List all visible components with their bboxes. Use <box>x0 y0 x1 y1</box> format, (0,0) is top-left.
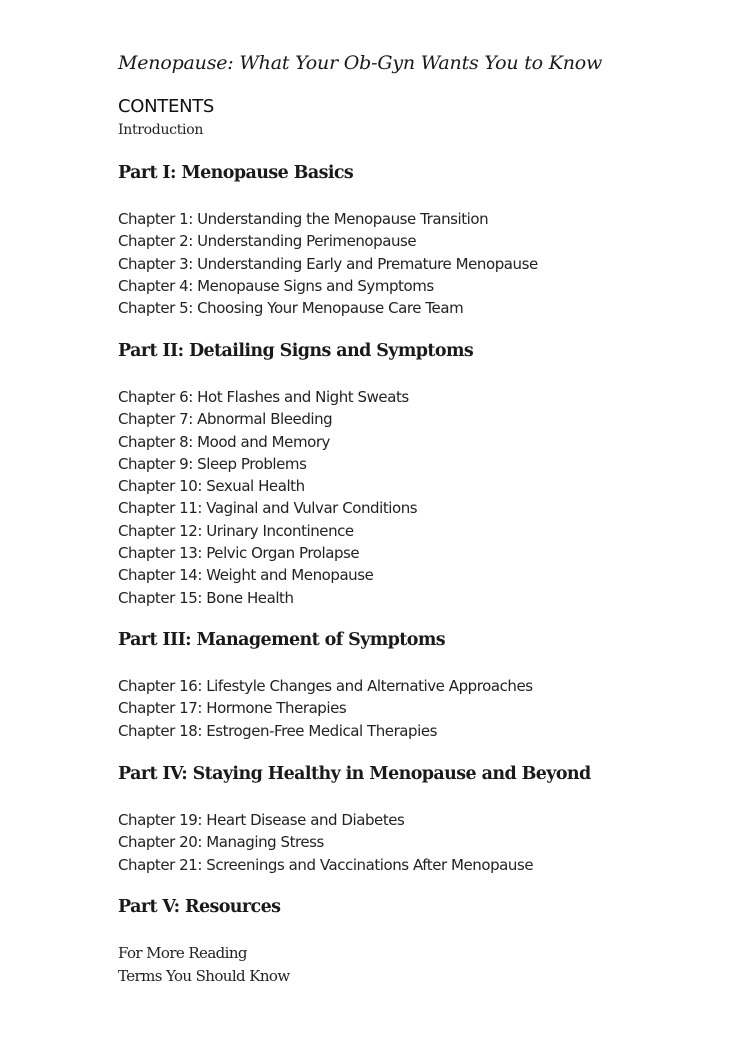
resource-entry: For More Reading <box>118 944 247 962</box>
chapter-entry: Chapter 12: Urinary Incontinence <box>118 521 354 540</box>
part-heading: Part III: Management of Symptoms <box>118 630 446 650</box>
chapter-entry: Chapter 3: Understanding Early and Premature Menopause <box>118 254 538 273</box>
chapter-entry: Chapter 15: Bone Health <box>118 588 294 607</box>
part-heading: Part V: Resources <box>118 897 281 917</box>
chapter-entry: Chapter 2: Understanding Perimenopause <box>118 232 417 251</box>
chapter-list <box>118 675 533 742</box>
part-heading: Part I: Menopause Basics <box>118 163 354 183</box>
part-heading: Part II: Detailing Signs and Symptoms <box>118 341 474 361</box>
chapter-list <box>118 208 538 319</box>
resource-entry: Terms You Should Know <box>118 966 290 985</box>
book-title: Menopause: What Your Ob-Gyn Wants You to Know <box>118 52 603 74</box>
chapter-entry: Chapter 16: Lifestyle Changes and Alternative Approaches <box>118 677 533 695</box>
chapter-entry: Chapter 19: Heart Disease and Diabetes <box>118 811 405 829</box>
chapter-entry: Chapter 10: Sexual Health <box>118 477 305 496</box>
chapter-entry: Chapter 5: Choosing Your Menopause Care Team <box>118 299 464 318</box>
contents-heading: CONTENTS <box>118 96 215 117</box>
chapter-list <box>118 809 533 876</box>
toc-entry-introduction: Introduction <box>118 122 204 138</box>
chapter-entry: Chapter 9: Sleep Problems <box>118 454 307 473</box>
chapter-entry: Chapter 14: Weight and Menopause <box>118 566 374 585</box>
chapter-entry: Chapter 8: Mood and Memory <box>118 432 330 451</box>
chapter-entry: Chapter 11: Vaginal and Vulvar Conditions <box>118 499 418 518</box>
chapter-entry: Chapter 6: Hot Flashes and Night Sweats <box>118 388 409 406</box>
chapter-list <box>118 386 417 609</box>
part-heading: Part IV: Staying Healthy in Menopause and Beyond <box>118 764 591 784</box>
chapter-entry: Chapter 4: Menopause Signs and Symptoms <box>118 276 434 295</box>
chapter-entry: Chapter 1: Understanding the Menopause Transition <box>118 210 489 228</box>
chapter-entry: Chapter 7: Abnormal Bleeding <box>118 410 333 429</box>
chapter-entry: Chapter 18: Estrogen-Free Medical Therapies <box>118 721 437 740</box>
chapter-entry: Chapter 21: Screenings and Vaccinations After Menopause <box>118 855 534 874</box>
resource-list <box>118 942 290 987</box>
chapter-entry: Chapter 13: Pelvic Organ Prolapse <box>118 544 360 563</box>
chapter-entry: Chapter 20: Managing Stress <box>118 833 324 852</box>
chapter-entry: Chapter 17: Hormone Therapies <box>118 699 347 718</box>
